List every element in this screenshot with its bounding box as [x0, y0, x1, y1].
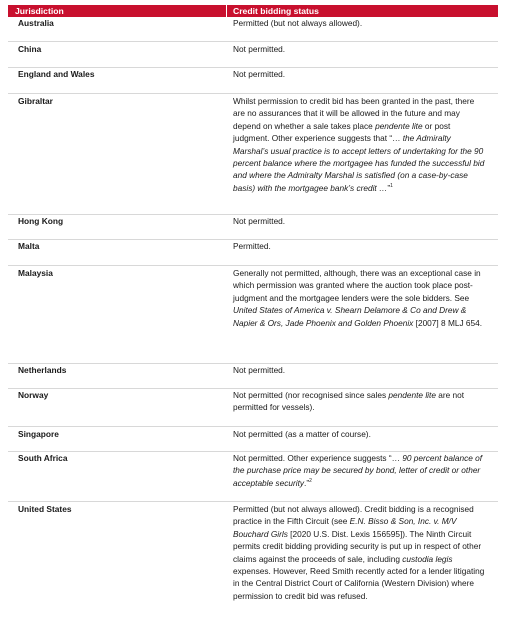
header-jurisdiction: Jurisdiction	[8, 5, 227, 17]
text-segment: Whilst permission to credit bid has been granted in the past, there are no assurances that it will be allowed in the future and may depend on whether a sale takes place	[233, 96, 475, 131]
status-cell	[227, 17, 498, 41]
text-segment: Not permitted. Other experience suggests “…	[233, 453, 403, 463]
header-credit-bidding-status: Credit bidding status	[233, 6, 319, 16]
text-segment: Not permitted (as a matter of course).	[233, 429, 371, 439]
jurisdiction-cell: Gibraltar	[18, 96, 53, 106]
table-row	[8, 502, 498, 627]
credit-bidding-table	[8, 5, 498, 627]
text-segment: Not permitted (nor recognised since sales	[233, 390, 389, 400]
table-row	[8, 68, 498, 94]
text-segment: expenses. However, Reed Smith recently acted for a lender litigating in the Central District Court of California (Western Division) where permission to credit bid was refused.	[233, 566, 485, 601]
jurisdiction-cell: Malta	[18, 241, 40, 251]
italic-text: 90 percent balance of the purchase price may be secured by bond, letter of credit or other acceptable security	[233, 453, 483, 488]
text-segment: Not permitted.	[233, 365, 286, 375]
jurisdiction-cell: England and Wales	[18, 69, 95, 79]
status-cell	[227, 503, 498, 627]
jurisdiction-cell: China	[18, 44, 42, 54]
table-row	[8, 427, 498, 452]
text-segment: ”	[387, 182, 391, 193]
italic-text: pendente lite	[388, 390, 436, 400]
table-row	[8, 240, 498, 266]
table-row	[8, 266, 498, 364]
italic-text: E.N. Bisso & Son, Inc. v. M/V Bouchard Girls	[233, 516, 457, 539]
status-cell	[227, 364, 498, 388]
jurisdiction-cell: Norway	[18, 390, 49, 400]
table-header	[8, 5, 498, 17]
table-row	[8, 364, 498, 389]
jurisdiction-cell: United States	[18, 504, 72, 514]
jurisdiction-cell: Singapore	[18, 429, 59, 439]
status-cell	[227, 68, 498, 93]
jurisdiction-cell: Netherlands	[18, 365, 67, 375]
status-cell	[227, 215, 498, 239]
jurisdiction-cell: Australia	[18, 18, 54, 28]
text-segment: Generally not permitted, although, there was an exceptional case in which permission was granted where the auction took place post-judgment and the mortgagee lenders were the sole bidders. See	[233, 268, 481, 303]
text-segment: [2020 U.S. Dist. Lexis 156595]). The Ninth Circuit permits credit bidding providing security is put up in respect of other claims against the proceeds of sale, including	[233, 528, 482, 564]
status-cell	[227, 267, 498, 363]
italic-text: custodia legis	[402, 553, 453, 564]
table-row	[8, 215, 498, 240]
italic-text: pendente lite	[375, 120, 423, 131]
footnote-marker: 2	[309, 478, 312, 485]
jurisdiction-cell: South Africa	[18, 453, 68, 463]
table-row	[8, 452, 498, 502]
status-cell	[227, 95, 498, 214]
status-cell	[227, 428, 498, 451]
text-segment: Not permitted.	[233, 216, 286, 226]
status-cell	[227, 452, 498, 501]
text-segment: Not permitted.	[233, 44, 286, 54]
status-cell	[227, 43, 498, 67]
text-segment: Permitted.	[233, 241, 271, 251]
status-cell	[227, 240, 498, 265]
text-segment: Permitted (but not always allowed).	[233, 18, 363, 28]
italic-text: the Admiralty Marshal’s usual practice is to accept letters of undertaking for the 90 percent balance where the mortgagee has funded the successful bid and where the Admiralty Marshal is satisfied (on a case-by-case basis) with the mortgagee bank’s credit …	[233, 133, 485, 193]
table-row	[8, 389, 498, 427]
status-cell	[227, 389, 498, 426]
text-segment: .”	[304, 477, 310, 488]
footnote-marker: 1	[390, 183, 393, 190]
text-segment: Permitted (but not always allowed). Credit bidding is a recognised practice in the Fifth Circuit (see	[233, 504, 474, 527]
text-segment: or post judgment. Other experience suggests that “…	[233, 120, 451, 144]
jurisdiction-cell: Malaysia	[18, 268, 53, 278]
table-row	[8, 94, 498, 215]
text-segment: are not permitted for vessels).	[233, 390, 465, 413]
table-row	[8, 17, 498, 42]
jurisdiction-cell: Hong Kong	[18, 216, 64, 226]
italic-text: United States of America v. Shearn Delamore & Co and Drew & Napier & Ors, Jade Phoenix and Golden Phoenix	[233, 305, 467, 328]
text-segment: [2007] 8 MLJ 654.	[413, 317, 483, 328]
table-row	[8, 42, 498, 68]
text-segment: Not permitted.	[233, 69, 286, 79]
